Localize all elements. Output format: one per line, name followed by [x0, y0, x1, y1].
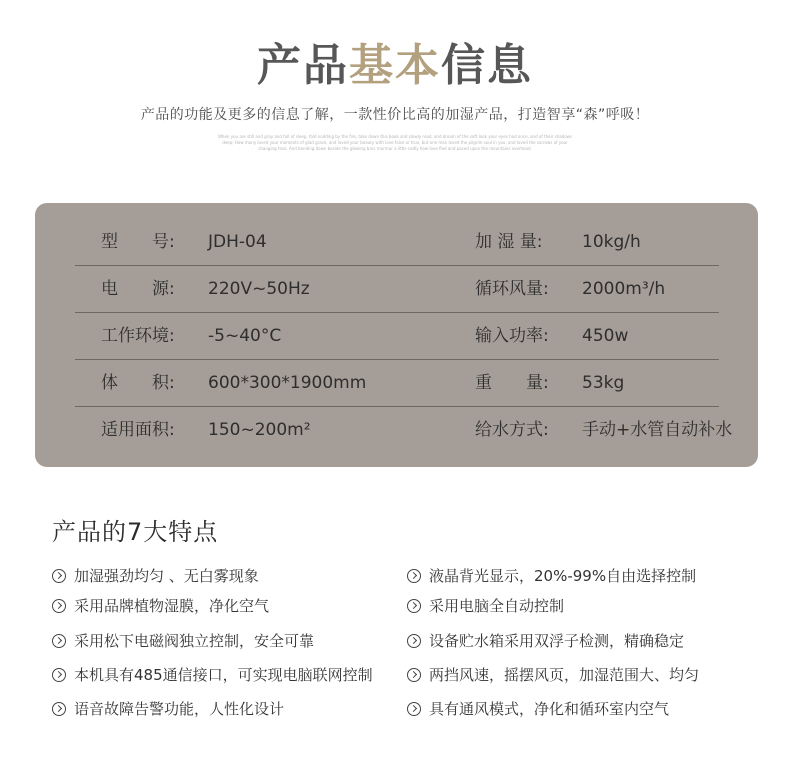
title-part-info: 信息 — [441, 40, 533, 91]
spec-value: 手动+水管自动补水 — [582, 420, 733, 440]
feature-text: 本机具有485通信接口，可实现电脑联网控制 — [74, 666, 373, 684]
circle-arrow-icon — [52, 702, 66, 716]
page-subtitle: 产品的功能及更多的信息了解，一款性价比高的加湿产品，打造智享“森”呼吸！ — [140, 107, 650, 123]
spec-value: 600*300*1900mm — [208, 373, 367, 393]
circle-arrow-icon — [407, 569, 421, 583]
feature-item — [407, 697, 669, 721]
spec-card — [35, 203, 758, 467]
spec-value: 150~200m² — [208, 420, 311, 440]
circle-arrow-icon — [52, 569, 66, 583]
title-part-basic: 基本 — [349, 40, 441, 91]
decorative-fine-text: When you are still and gray and full of sleep, fold nodding by the fire, take down this book and slowly read, and dream of the soft look your eyes had once, and of their shadows deep; How many loved your moments of glad grace, and loved your beauty with love false or true, but one man loved the pilgrim soul in you, and loved the sorrows of your changing face. And bending down beside the glowing bars murmur a little sadly how love fled and paced upon the mountains overhead. — [217, 134, 573, 151]
feature-item — [407, 629, 684, 653]
circle-arrow-icon — [52, 599, 66, 613]
spec-label: 电 源: — [101, 279, 175, 299]
spec-row — [75, 266, 719, 313]
feature-text: 采用电脑全自动控制 — [429, 597, 565, 615]
feature-text: 具有通风模式，净化和循环室内空气 — [429, 700, 670, 718]
spec-label: 重 量: — [475, 373, 549, 393]
circle-arrow-icon — [407, 668, 421, 682]
spec-value: 10kg/h — [582, 232, 641, 252]
feature-item — [52, 663, 373, 687]
feature-text: 设备贮水箱采用双浮子检测，精确稳定 — [429, 632, 685, 650]
spec-value: 2000m³/h — [582, 279, 666, 299]
spec-label: 适用面积: — [101, 420, 175, 440]
circle-arrow-icon — [52, 668, 66, 682]
spec-label: 给水方式: — [475, 420, 549, 440]
spec-label: 工作环境: — [101, 326, 175, 346]
title-part-product: 产品 — [257, 40, 349, 91]
spec-label: 型 号: — [101, 232, 175, 252]
feature-item — [407, 663, 699, 687]
spec-row — [75, 360, 719, 407]
feature-text: 两挡风速，摇摆风页，加湿范围大、均匀 — [429, 666, 700, 684]
feature-item — [52, 629, 314, 653]
page-header — [0, 38, 790, 152]
feature-item — [407, 594, 564, 618]
feature-item — [52, 594, 269, 618]
features-title: 产品的7大特点 — [52, 518, 219, 546]
spec-label: 输入功率: — [475, 326, 549, 346]
circle-arrow-icon — [407, 634, 421, 648]
feature-item — [407, 564, 696, 588]
spec-value: 220V~50Hz — [208, 279, 310, 299]
circle-arrow-icon — [407, 599, 421, 613]
feature-item — [52, 697, 284, 721]
spec-label: 循环风量: — [475, 279, 549, 299]
spec-value: 450w — [582, 326, 629, 346]
circle-arrow-icon — [52, 634, 66, 648]
feature-text: 采用松下电磁阀独立控制，安全可靠 — [74, 632, 315, 650]
page-title — [0, 38, 790, 94]
feature-text: 采用品牌植物湿膜，净化空气 — [74, 597, 270, 615]
spec-row — [75, 219, 719, 266]
spec-label: 加 湿 量: — [475, 232, 543, 252]
feature-item — [52, 564, 259, 588]
feature-text: 加湿强劲均匀 、无白雾现象 — [74, 567, 259, 585]
spec-value: 53kg — [582, 373, 625, 393]
spec-row — [75, 407, 733, 454]
spec-row — [75, 313, 719, 360]
feature-text: 语音故障告警功能，人性化设计 — [74, 700, 285, 718]
feature-text: 液晶背光显示，20%-99%自由选择控制 — [429, 567, 697, 585]
circle-arrow-icon — [407, 702, 421, 716]
spec-value: -5~40°C — [208, 326, 282, 346]
spec-value: JDH-04 — [208, 232, 267, 252]
spec-label: 体 积: — [101, 373, 175, 393]
